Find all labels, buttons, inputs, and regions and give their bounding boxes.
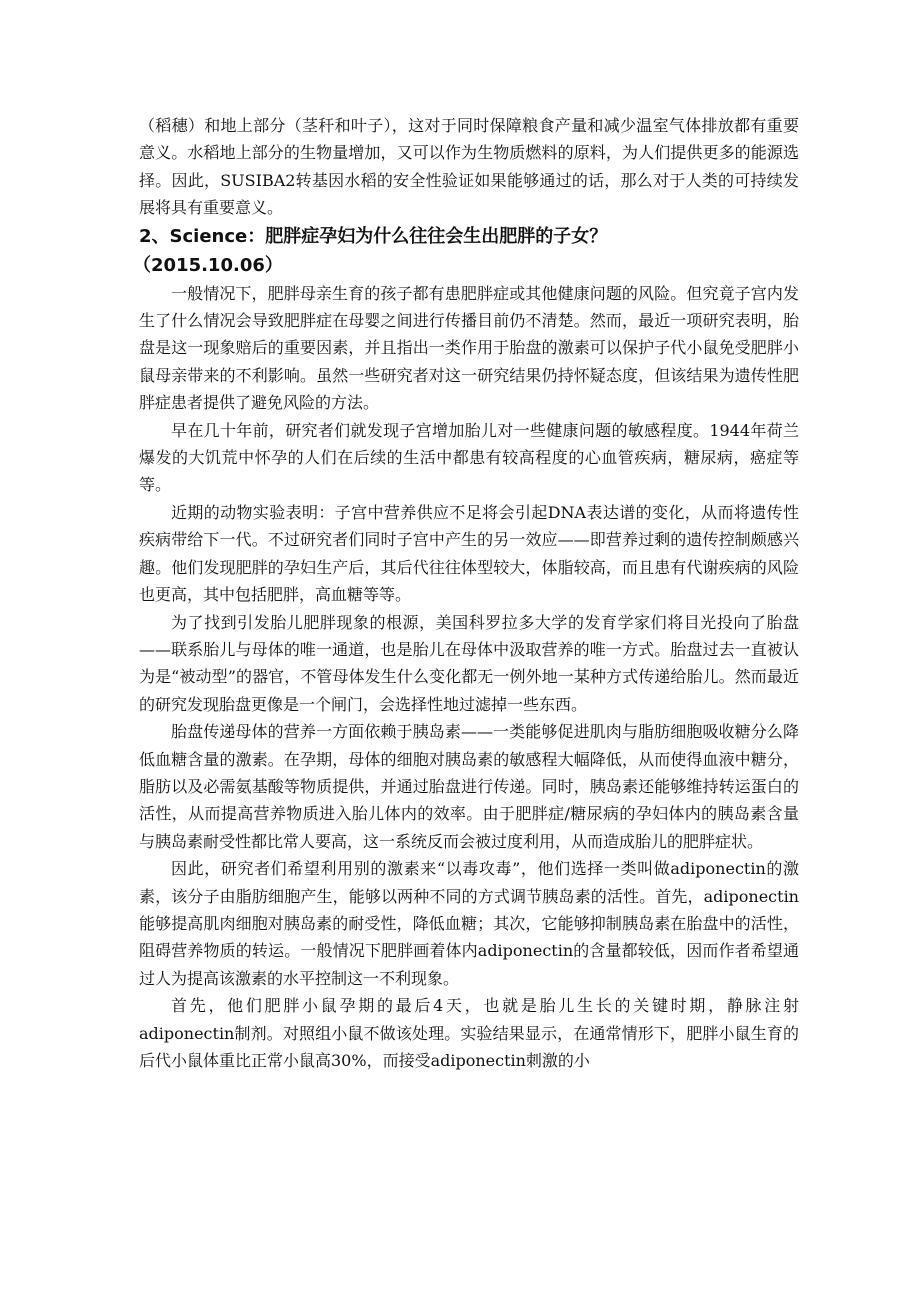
- section-title: 2、Science：肥胖症孕妇为什么往往会生出肥胖的子女？: [139, 225, 608, 247]
- body-paragraph-7: 首先，他们肥胖小鼠孕期的最后4天，也就是胎儿生长的关键时期，静脉注射adiponectin制剂。对照组小鼠不做该处理。实验结果显示，在通常情形下，肥胖小鼠生育的后代小鼠体重比正常小鼠高30%，而接受adiponectin刺激的小: [139, 996, 799, 1070]
- body-paragraph-5: 胎盘传递母体的营养一方面依赖于胰岛素——一类能够促进肌肉与脂肪细胞吸收糖分么降低血糖含量的激素。在孕期，母体的细胞对胰岛素的敏感程大幅降低，从而使得血液中糖分，脂肪以及必需氨基酸等物质提供，并通过胎盘进行传递。同时，胰岛素还能够维持转运蛋白的活性，从而提高营养物质进入胎儿体内的效率。由于肥胖症/糖尿病的孕妇体内的胰岛素含量与胰岛素耐受性都比常人要高，这一系统反而会被过度利用，从而造成胎儿的肥胖症状。: [139, 722, 799, 851]
- section-date: （2015.10.06）: [133, 254, 283, 276]
- body-paragraph-1: 一般情况下，肥胖母亲生育的孩子都有患肥胖症或其他健康问题的风险。但究竟子宫内发生了什么情况会导致肥胖症在母婴之间进行传播目前仍不清楚。然而，最近一项研究表明，胎盘是这一现象赔后的重要因素，并且指出一类作用于胎盘的激素可以保护子代小鼠免受肥胖小鼠母亲带来的不利影响。虽然一些研究者对这一研究结果仍持怀疑态度，但该结果为遗传性肥胖症患者提供了避免风险的方法。: [139, 283, 799, 413]
- body-paragraph-2: 早在几十年前，研究者们就发现子宫增加胎儿对一些健康问题的敏感程度。1944年荷兰爆发的大饥荒中怀孕的人们在后续的生活中都患有较高程度的心血管疾病，糖尿病，癌症等等。: [139, 420, 799, 495]
- intro-paragraph: （稻穗）和地上部分（茎秆和叶子），这对于同时保障粮食产量和减少温室气体排放都有重要意义。水稻地上部分的生物量增加，又可以作为生物质燃料的原料，为人们提供更多的能源选择。因此，SUSIBA2转基因水稻的安全性验证如果能够通过的话，那么对于人类的可持续发展将具有重要意义。: [139, 116, 799, 218]
- body-paragraph-6: 因此，研究者们希望利用别的激素来“以毒攻毒”，他们选择一类叫做adiponectin的激素，该分子由脂肪细胞产生，能够以两种不同的方式调节胰岛素的活性。首先，adiponectin能够提高肌肉细胞对胰岛素的耐受性，降低血糖；其次，它能够抑制胰岛素在胎盘中的活性，阻碍营养物质的转运。一般情况下肥胖画着体内adiponectin的含量都较低，因而作者希望通过人为提高该激素的水平控制这一不利现象。: [139, 859, 799, 988]
- document-page: [133, 112, 799, 1074]
- body-paragraph-4: 为了找到引发胎儿肥胖现象的根源，美国科罗拉多大学的发育学家们将目光投向了胎盘——联系胎儿与母体的唯一通道，也是胎儿在母体中汲取营养的唯一方式。胎盘过去一直被认为是“被动型”的器官，不管母体发生什么变化都无一例外地一某种方式传递给胎儿。然而最近的研究发现胎盘更像是一个闸门，会选择性地过滤掉一些东西。: [139, 612, 799, 714]
- body-paragraph-3: 近期的动物实验表明：子宫中营养供应不足将会引起DNA表达谱的变化，从而将遗传性疾病带给下一代。不过研究者们同时子宫中产生的另一效应——即营养过剩的遗传控制颇感兴趣。他们发现肥胖的孕妇生产后，其后代往往体型较大，体脂较高，而且患有代谢疾病的风险也更高，其中包括肥胖，高血糖等等。: [139, 502, 799, 605]
